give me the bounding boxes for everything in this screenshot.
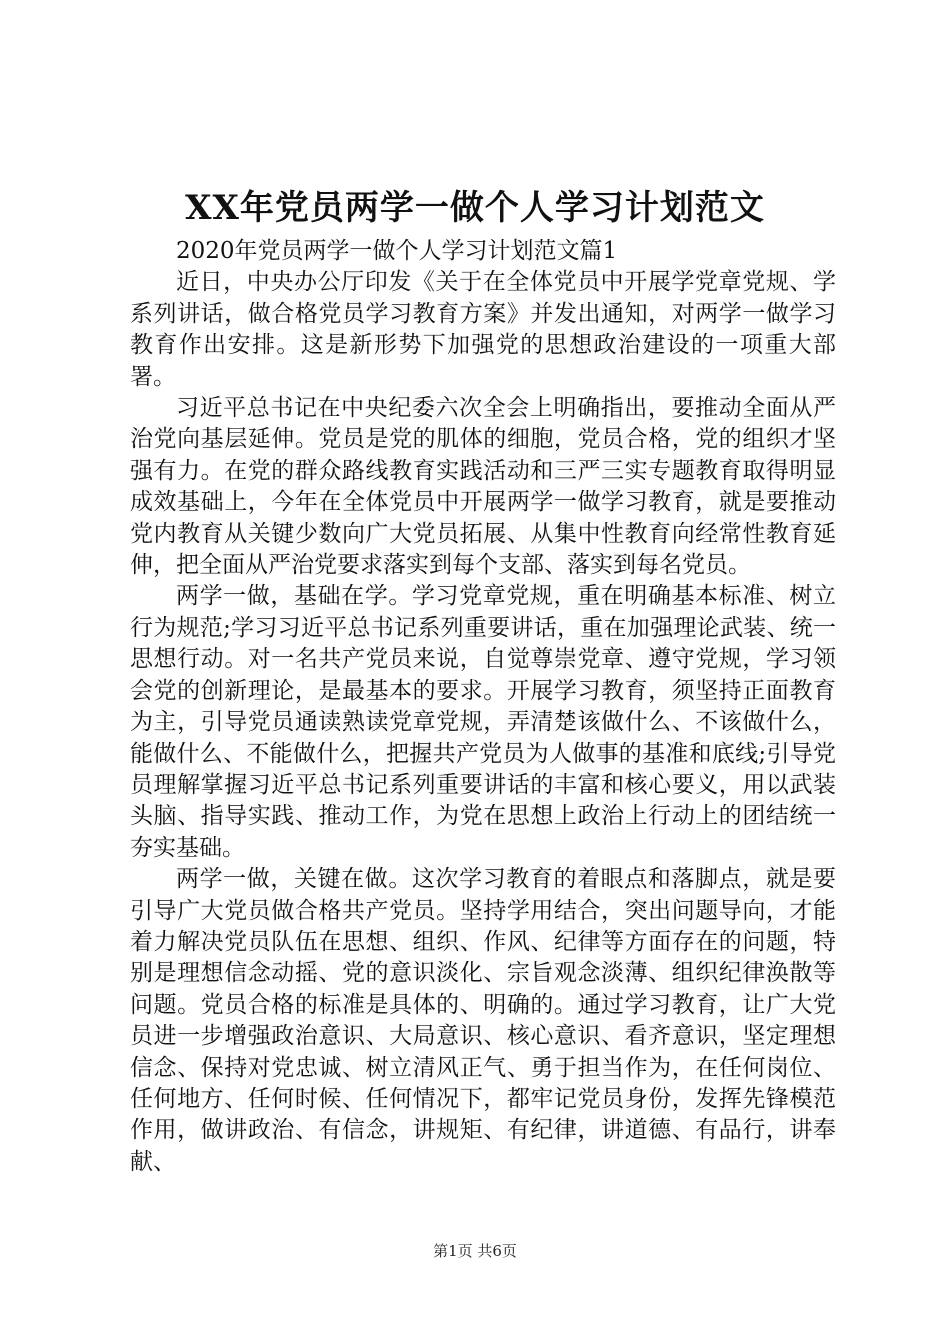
paragraph-1: 近日，中央办公厅印发《关于在全体党员中开展学党章党规、学系列讲话，做合格党员学习教育方案》并发出通知，对两学一做学习教育作出安排。这是新形势下加强党的思想政治建设的一项重大部署。 [130, 269, 836, 390]
paragraph-3: 两学一做，基础在学。学习党章党规，重在明确基本标准、树立行为规范;学习习近平总书记系列重要讲话，重在加强理论武装、统一思想行动。对一名共产党员来说，自觉尊崇党章、遵守党规，学习领会党的创新理论，是最基本的要求。开展学习教育，须坚持正面教育为主，引导党员通读熟读党章党规，弄清楚该做什么、不该做什么，能做什么、不能做什么，把握共产党员为人做事的基准和底线;引导党员理解掌握习近平总书记系列重要讲话的丰富和核心要义，用以武装头脑、指导实践、推动工作，为党在思想上政治上行动上的团结统一夯实基础。 [130, 583, 836, 861]
paragraph-2: 习近平总书记在中央纪委六次全会上明确指出，要推动全面从严治党向基层延伸。党员是党的肌体的细胞，党员合格，党的组织才坚强有力。在党的群众路线教育实践活动和三严三实专题教育取得明显成效基础上，今年在全体党员中开展两学一做学习教育，就是要推动党内教育从关键少数向广大党员拓展、从集中性教育向经常性教育延伸，把全面从严治党要求落实到每个支部、落实到每名党员。 [130, 395, 836, 579]
document-title: XX年党员两学一做个人学习计划范文 [185, 188, 765, 228]
document-body [130, 236, 836, 1178]
paragraph-4: 两学一做，关键在做。这次学习教育的着眼点和落脚点，就是要引导广大党员做合格共产党员。坚持学用结合，突出问题导向，才能着力解决党员队伍在思想、组织、作风、纪律等方面存在的问题，特别是理想信念动摇、党的意识淡化、宗旨观念淡薄、组织纪律涣散等问题。党员合格的标准是具体的、明确的。通过学习教育，让广大党员进一步增强政治意识、大局意识、核心意识、看齐意识，坚定理想信念、保持对党忠诚、树立清风正气、勇于担当作为，在任何岗位、任何地方、任何时候、任何情况下，都牢记党员身份，发挥先锋模范作用，做讲政治、有信念，讲规矩、有纪律，讲道德、有品行，讲奉献、 [130, 866, 836, 1175]
document-subtitle: 2020年党员两学一做个人学习计划范文篇1 [176, 238, 618, 264]
page-number-footer: 第1页 共6页 [433, 1242, 517, 1260]
